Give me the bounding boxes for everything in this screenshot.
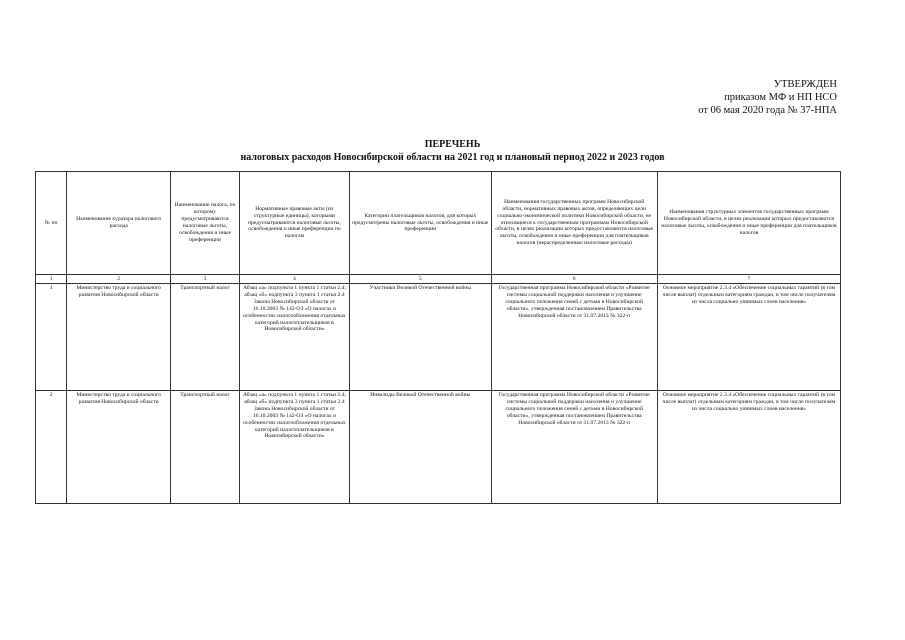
tax-expenditures-table xyxy=(35,171,841,504)
column-number: 5 xyxy=(350,275,491,284)
row-element: Основное мероприятие 2.3.4 «Обеспечение социальных гарантий (в том числе выплат) отдельным категориям граждан, в том числе получателям из числа социально уязвимых слоев населения» xyxy=(657,284,840,391)
approval-line-1: УТВЕРЖДЕН xyxy=(773,79,837,90)
column-number-row xyxy=(36,275,841,284)
row-num: 1 xyxy=(36,284,67,391)
header-cell-num: № пп xyxy=(36,172,67,275)
table-row xyxy=(36,391,841,504)
column-number: 3 xyxy=(171,275,240,284)
title-line-2: налоговых расходов Новосибирской области на 2021 год и плановый период 2022 и 2023 годов xyxy=(240,152,665,163)
table-header-row xyxy=(36,172,841,275)
document-title xyxy=(0,138,905,164)
row-category: Инвалиды Великой Отечественной войны xyxy=(350,391,491,504)
header-cell-program: Наименования государственных программ Новосибирской области, нормативных правовых актов, определяющих цели социально-экономической политики Новосибирской области, не относящиеся к государственным программам Новосибирской области, в целях реализации которых предоставляются налоговые льготы, освобождения и иные преференции для плательщиков налогов (нераспределенные налоговые расходы) xyxy=(491,172,657,275)
row-tax: Транспортный налог xyxy=(171,391,240,504)
header-cell-category: Категории плательщиков налогов, для которых предусмотрены налоговые льготы, освобождения и иные преференции xyxy=(350,172,491,275)
row-element: Основное мероприятие 2.3.4 «Обеспечение социальных гарантий (в том числе выплат) отдельным категориям граждан, в том числе получателям из числа социально уязвимых слоев населения» xyxy=(657,391,840,504)
column-number: 4 xyxy=(239,275,349,284)
column-number: 1 xyxy=(36,275,67,284)
row-program: Государственная программа Новосибирской области «Развитие системы социальной поддержки населения и улучшение социального положения семей с детьми в Новосибирской области», утвержденная постановлением Правительства Новосибирской области от 31.07.2013 № 322-п xyxy=(491,391,657,504)
header-cell-curator: Наименование куратора налогового расхода xyxy=(67,172,171,275)
header-cell-element: Наименования структурных элементов государственных программ Новосибирской области, в целях реализации которых предоставляются налоговые льготы, освобождения и иные преференции для плательщиков налогов xyxy=(657,172,840,275)
header-cell-tax: Наименование налога, по которому предусматриваются налоговые льготы, освобождения и иные преференции xyxy=(171,172,240,275)
row-acts: Абзац «а» подпункта 1 пункта 1 статьи 2.4; абзац «б» подпункта 3 пункта 1 статьи 2.4 Закона Новосибирской области от 16.10.2003 № 142-ОЗ «О налогах и особенностях налогообложения отдельных категорий налогоплательщиков в Новосибирской области» xyxy=(239,284,349,391)
title-line-1: ПЕРЕЧЕНЬ xyxy=(424,139,481,150)
row-num: 2 xyxy=(36,391,67,504)
row-tax: Транспортный налог xyxy=(171,284,240,391)
row-curator: Министерство труда и социального развития Новосибирской области xyxy=(67,284,171,391)
table-row xyxy=(36,284,841,391)
row-category: Участники Великой Отечественной войны xyxy=(350,284,491,391)
approval-block xyxy=(698,78,837,117)
approval-line-2: приказом МФ и НП НСО xyxy=(724,92,837,103)
column-number: 6 xyxy=(491,275,657,284)
row-acts: Абзац «а» подпункта 1 пункта 1 статьи 2.4; абзац «б» подпункта 3 пункта 1 статьи 2.4 Закона Новосибирской области от 16.10.2003 № 142-ОЗ «О налогах и особенностях налогообложения отдельных категорий налогоплательщиков в Новосибирской области» xyxy=(239,391,349,504)
column-number: 7 xyxy=(657,275,840,284)
row-curator: Министерство труда и социального развития Новосибирской области xyxy=(67,391,171,504)
row-program: Государственная программа Новосибирской области «Развитие системы социальной поддержки населения и улучшение социального положения семей с детьми в Новосибирской области», утвержденная постановлением Правительства Новосибирской области от 31.07.2013 № 322-п xyxy=(491,284,657,391)
header-cell-acts: Нормативные правовые акты (их структурные единицы), которыми предусматриваются налоговые льготы, освобождения и иные преференции по налогам xyxy=(239,172,349,275)
column-number: 2 xyxy=(67,275,171,284)
approval-line-3: от 06 мая 2020 года № 37-НПА xyxy=(698,105,837,116)
